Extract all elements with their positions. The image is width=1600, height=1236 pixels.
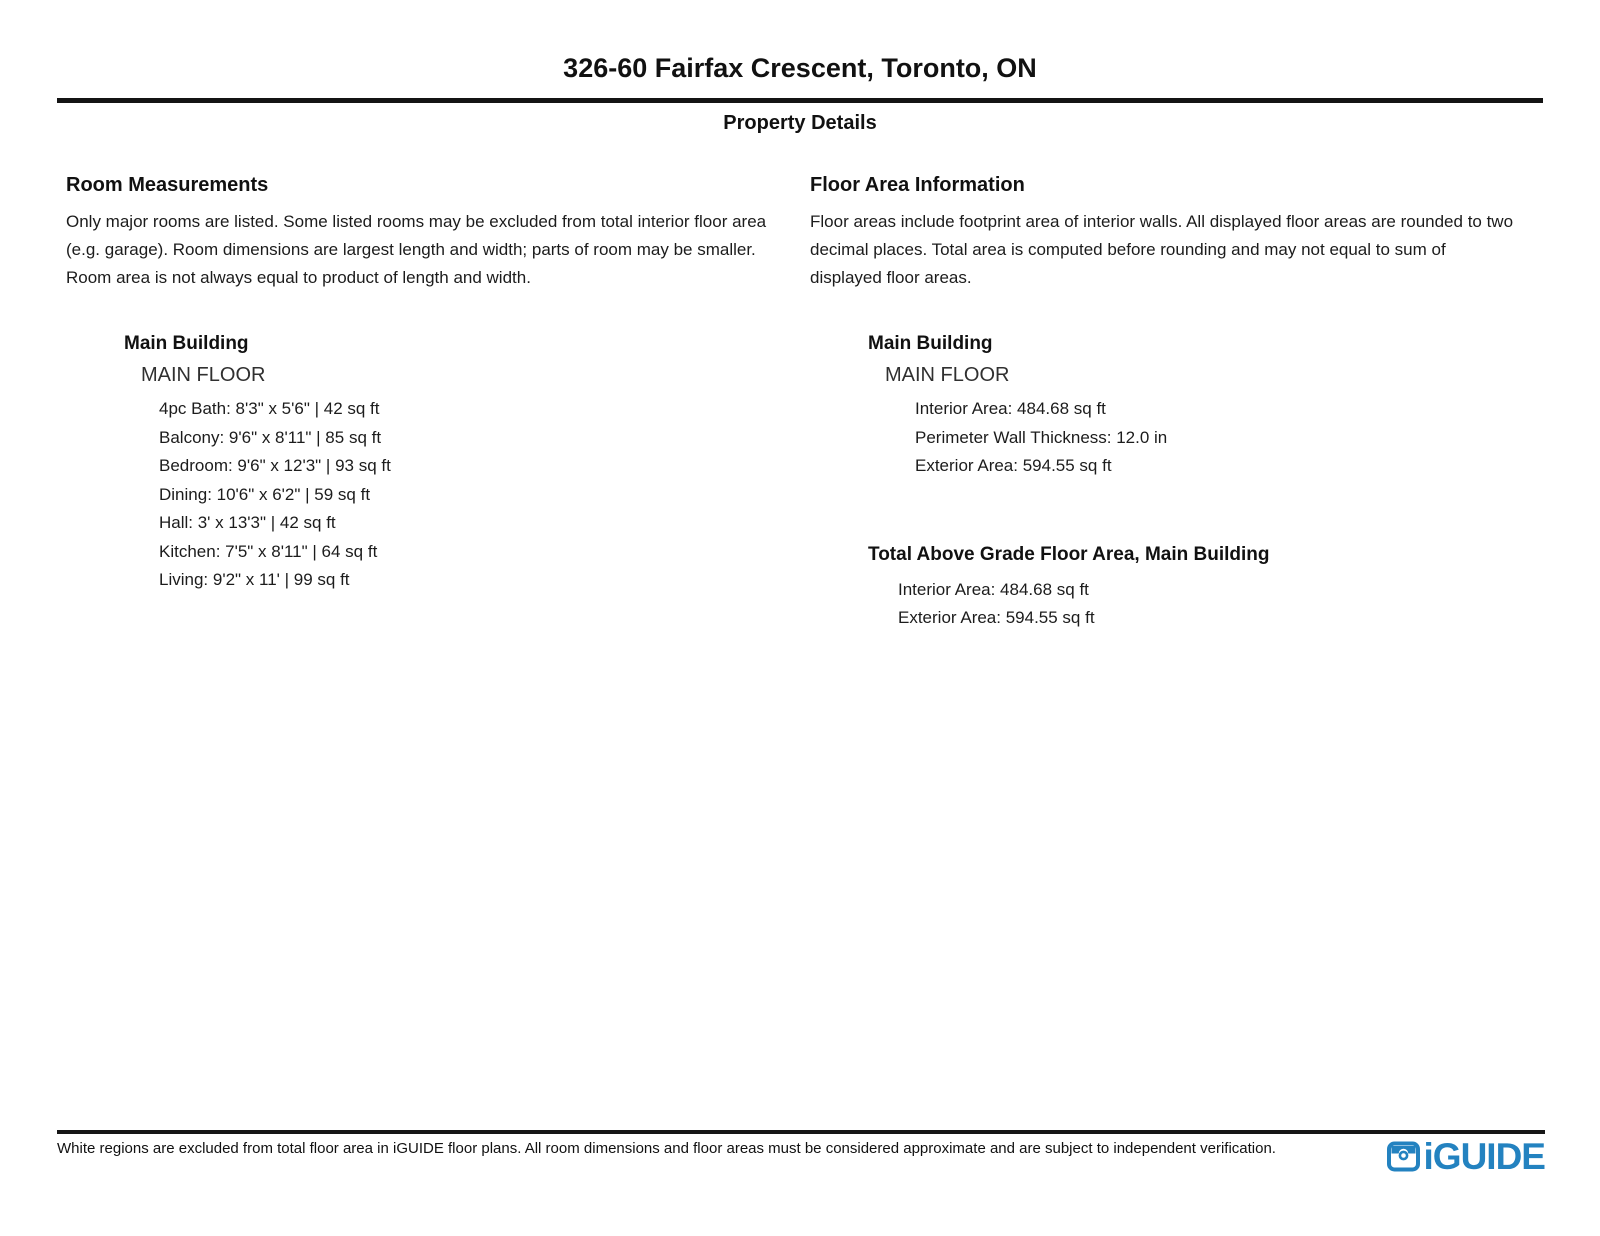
room-list	[66, 395, 810, 595]
floor-name: MAIN FLOOR	[141, 364, 266, 386]
title-divider	[57, 98, 1543, 103]
iguide-logo	[1387, 1136, 1545, 1177]
iguide-camera-icon	[1387, 1141, 1420, 1172]
floor-area-description: Floor areas include footprint area of interior walls. All displayed floor areas are rounded to two decimal places. Total area is computed before rounding and may not equal to sum of displayed floor areas.	[810, 212, 1514, 287]
page-footer	[57, 1130, 1545, 1177]
total-stat-item: Interior Area: 484.68 sq ft	[898, 579, 1089, 599]
total-stat-item: Exterior Area: 594.55 sq ft	[898, 608, 1095, 627]
room-list-item: Living: 9'2" x 11' | 99 sq ft	[159, 570, 350, 589]
room-measurements-description: Only major rooms are listed. Some listed rooms may be excluded from total interior floor area (e.g. garage). Room dimensions are largest length and width; parts of room may be smaller. Room area is not always equal to product of length and width.	[66, 212, 767, 287]
floor-area-building	[810, 332, 1543, 481]
room-list-item: Hall: 3' x 13'3" | 42 sq ft	[159, 513, 336, 532]
building-name: Main Building	[868, 333, 993, 354]
content-columns	[0, 172, 1600, 633]
total-above-grade-block	[810, 543, 1543, 633]
page-header	[0, 0, 1600, 136]
room-measurements-heading: Room Measurements	[66, 174, 269, 196]
building-name: Main Building	[124, 333, 249, 354]
room-list-item: 4pc Bath: 8'3" x 5'6" | 42 sq ft	[159, 399, 380, 418]
room-list-item: Bedroom: 9'6" x 12'3" | 93 sq ft	[159, 456, 391, 475]
page-subtitle: Property Details	[723, 112, 877, 134]
footer-disclaimer: White regions are excluded from total floor area in iGUIDE floor plans. All room dimensions and floor areas must be considered approximate and are subject to independent verification.	[57, 1140, 1276, 1157]
floor-area-heading: Floor Area Information	[810, 174, 1025, 196]
floor-name: MAIN FLOOR	[885, 364, 1010, 386]
floor-stat-item: Perimeter Wall Thickness: 12.0 in	[915, 427, 1168, 447]
total-stats-list	[810, 576, 1543, 633]
room-list-item: Balcony: 9'6" x 8'11" | 85 sq ft	[159, 427, 382, 447]
iguide-logo-text: iGUIDE	[1423, 1136, 1545, 1177]
room-measurements-section	[57, 172, 810, 633]
floor-area-section	[810, 172, 1543, 633]
floor-stats-list	[810, 395, 1543, 481]
floor-stat-item: Interior Area: 484.68 sq ft	[915, 399, 1106, 418]
room-measurements-building	[66, 332, 810, 595]
total-above-grade-heading: Total Above Grade Floor Area, Main Building	[868, 543, 1270, 565]
room-list-item: Kitchen: 7'5" x 8'11" | 64 sq ft	[159, 541, 378, 561]
room-list-item: Dining: 10'6" x 6'2" | 59 sq ft	[159, 484, 371, 504]
page-title: 326-60 Fairfax Crescent, Toronto, ON	[563, 53, 1037, 83]
floor-stat-item: Exterior Area: 594.55 sq ft	[915, 456, 1112, 475]
